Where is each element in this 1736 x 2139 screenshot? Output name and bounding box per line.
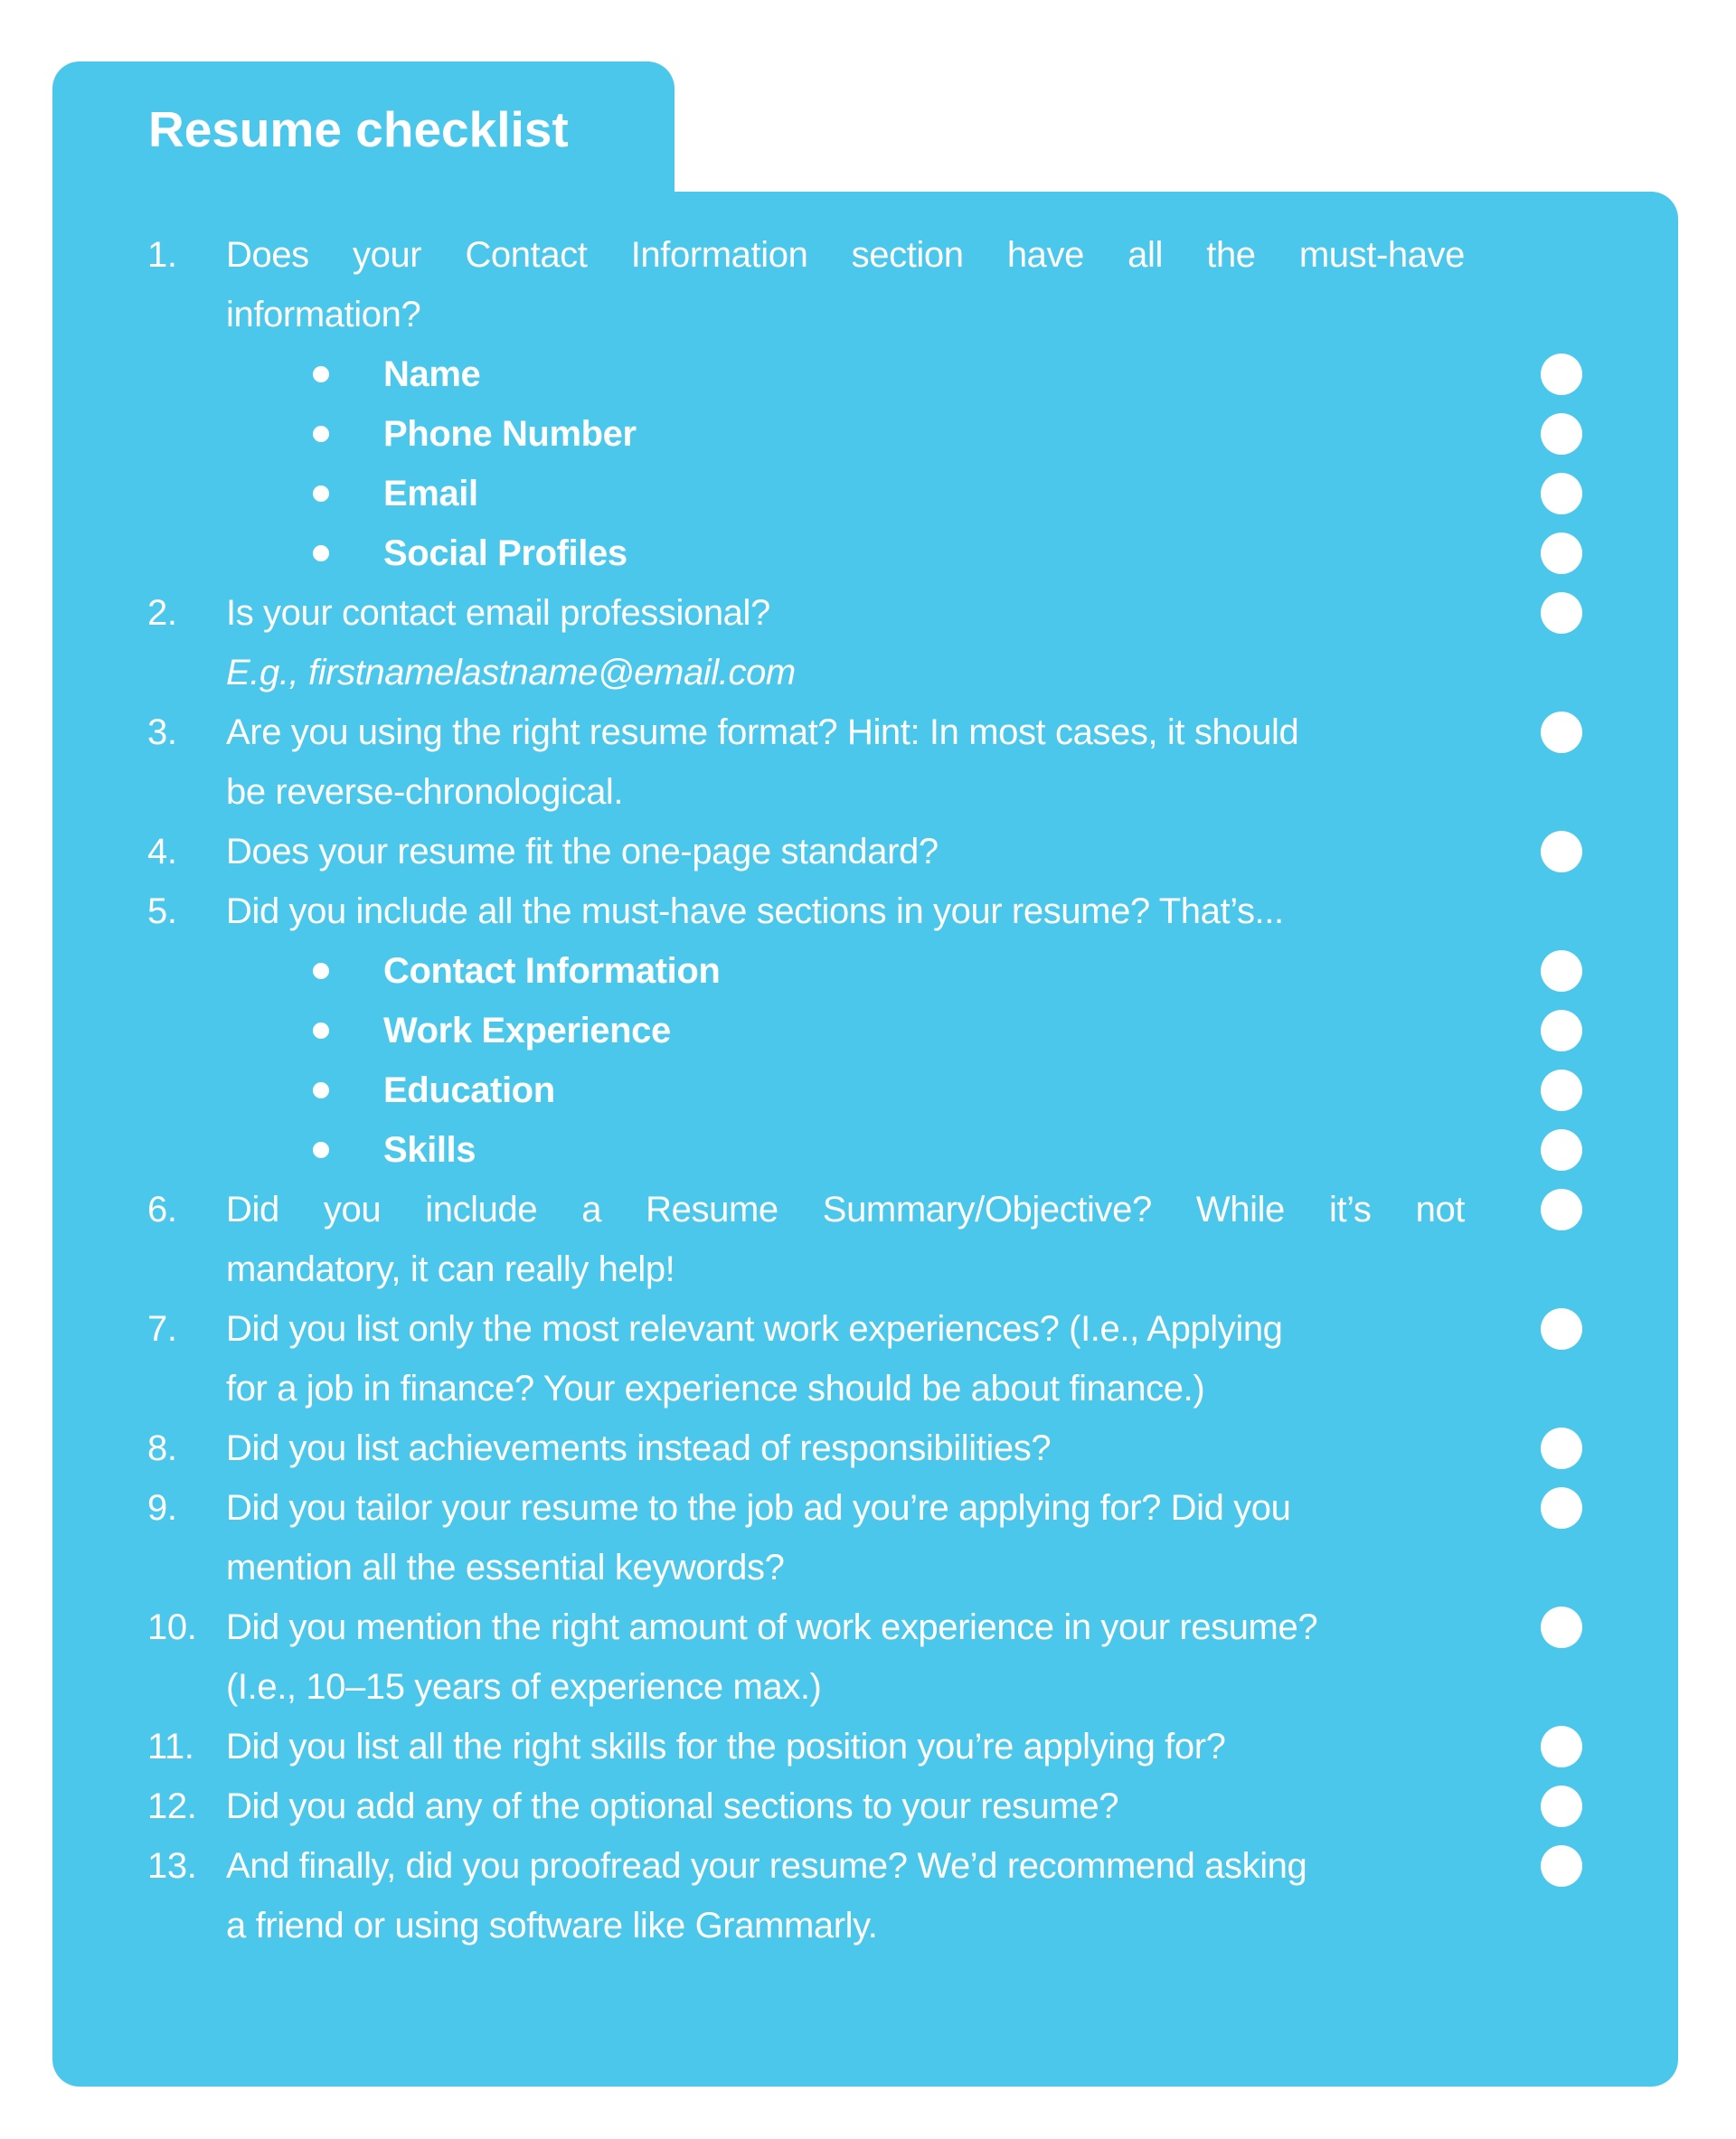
checkbox-circle[interactable]: [1541, 1487, 1582, 1529]
item-number: 10.: [147, 1607, 197, 1647]
checkbox-circle[interactable]: [1541, 1607, 1582, 1648]
checkbox-circle[interactable]: [1541, 831, 1582, 872]
bullet-name: Name: [147, 344, 1582, 404]
checklist-item-9: [147, 1478, 1582, 1597]
item-text: And finally, did you proofread your resume? We’d recommend asking a friend or using software like Grammarly.: [226, 1846, 1307, 1946]
checklist-item-5: [147, 881, 1582, 941]
checkbox-circle[interactable]: [1541, 592, 1582, 634]
checklist-item-7: [147, 1299, 1582, 1418]
example-email-text: E.g., firstnamelastname@email.com: [226, 653, 796, 693]
bullet-work-experience: Work Experience: [147, 1001, 1582, 1060]
checklist-item-11: [147, 1717, 1582, 1776]
checkbox-circle[interactable]: [1541, 1845, 1582, 1887]
checkbox-circle[interactable]: [1541, 1189, 1582, 1230]
item-text: Did you list all the right skills for the position you’re applying for?: [226, 1727, 1226, 1767]
checklist-item-6: [147, 1180, 1582, 1299]
bullet-dot-icon: [313, 1082, 329, 1098]
item-number: 9.: [147, 1488, 177, 1528]
checkbox-circle[interactable]: [1541, 353, 1582, 395]
checklist-item-8: [147, 1418, 1582, 1478]
checkbox-circle[interactable]: [1541, 1010, 1582, 1051]
card-header-tab: [52, 61, 675, 195]
item-number: 13.: [147, 1846, 197, 1886]
bullet-dot-icon: [313, 963, 329, 979]
item-text: Did you add any of the optional sections to your resume?: [226, 1786, 1119, 1826]
item-number: 6.: [147, 1190, 177, 1230]
item-text: Did you include all the must-have sections in your resume? That’s...: [226, 891, 1284, 931]
checkbox-circle[interactable]: [1541, 1308, 1582, 1350]
item-number: 3.: [147, 712, 177, 752]
checklist-item-3: [147, 702, 1582, 822]
checklist-item-12: [147, 1776, 1582, 1836]
checkbox-circle[interactable]: [1541, 1428, 1582, 1469]
item-number: 4.: [147, 832, 177, 872]
item-number: 5.: [147, 891, 177, 931]
item-number: 8.: [147, 1428, 177, 1468]
checkbox-circle[interactable]: [1541, 1070, 1582, 1111]
item-number: 1.: [147, 235, 177, 275]
checklist-item-1: [147, 225, 1582, 344]
checklist-item-13: [147, 1836, 1582, 1955]
bullet-dot-icon: [313, 1022, 329, 1039]
bullet-social-profiles: Social Profiles: [147, 523, 1582, 583]
checkbox-circle[interactable]: [1541, 532, 1582, 574]
bullet-dot-icon: [313, 366, 329, 382]
bullet-contact-information: Contact Information: [147, 941, 1582, 1001]
checkbox-circle[interactable]: [1541, 1129, 1582, 1171]
item-text: Did you mention the right amount of work experience in your resume? (I.e., 10–15 years of experience max.): [226, 1607, 1318, 1707]
checkbox-circle[interactable]: [1541, 1726, 1582, 1767]
checkbox-circle[interactable]: [1541, 413, 1582, 455]
item-number: 7.: [147, 1309, 177, 1349]
bullet-dot-icon: [313, 485, 329, 502]
bullet-dot-icon: [313, 1142, 329, 1158]
bullet-skills: Skills: [147, 1120, 1582, 1180]
item-text: Is your contact email professional? E.g., firstnamelastname@email.com: [226, 583, 1465, 702]
item-text: Does your Contact Information section have all the must-have information?: [226, 235, 1465, 335]
item-text: Did you list only the most relevant work experiences? (I.e., Applying for a job in finance? Your experience should be about finance.): [226, 1309, 1283, 1409]
checkbox-circle[interactable]: [1541, 473, 1582, 514]
item-text: Are you using the right resume format? Hint: In most cases, it should be reverse-chronological.: [226, 712, 1299, 812]
item-text: Did you tailor your resume to the job ad you’re applying for? Did you mention all the essential keywords?: [226, 1488, 1291, 1588]
bullet-education: Education: [147, 1060, 1582, 1120]
item-number: 11.: [147, 1727, 194, 1767]
checklist-item-4: [147, 822, 1582, 881]
bullet-dot-icon: [313, 426, 329, 442]
bullet-phone-number: Phone Number: [147, 404, 1582, 464]
item-text: Did you list achievements instead of responsibilities?: [226, 1428, 1052, 1468]
checklist-item-2: [147, 583, 1582, 702]
bullet-dot-icon: [313, 545, 329, 561]
bullet-email: Email: [147, 464, 1582, 523]
page-title: Resume checklist: [148, 101, 569, 157]
item-number: 2.: [147, 593, 177, 633]
checkbox-circle[interactable]: [1541, 950, 1582, 992]
card-body: [52, 192, 1678, 2087]
item-number: 12.: [147, 1786, 197, 1826]
checkbox-circle[interactable]: [1541, 711, 1582, 753]
item-text: Did you include a Resume Summary/Objective? While it’s not mandatory, it can really help!: [226, 1190, 1465, 1289]
item-text: Does your resume fit the one-page standard?: [226, 832, 939, 872]
checklist-item-10: [147, 1597, 1582, 1717]
checkbox-circle[interactable]: [1541, 1786, 1582, 1827]
